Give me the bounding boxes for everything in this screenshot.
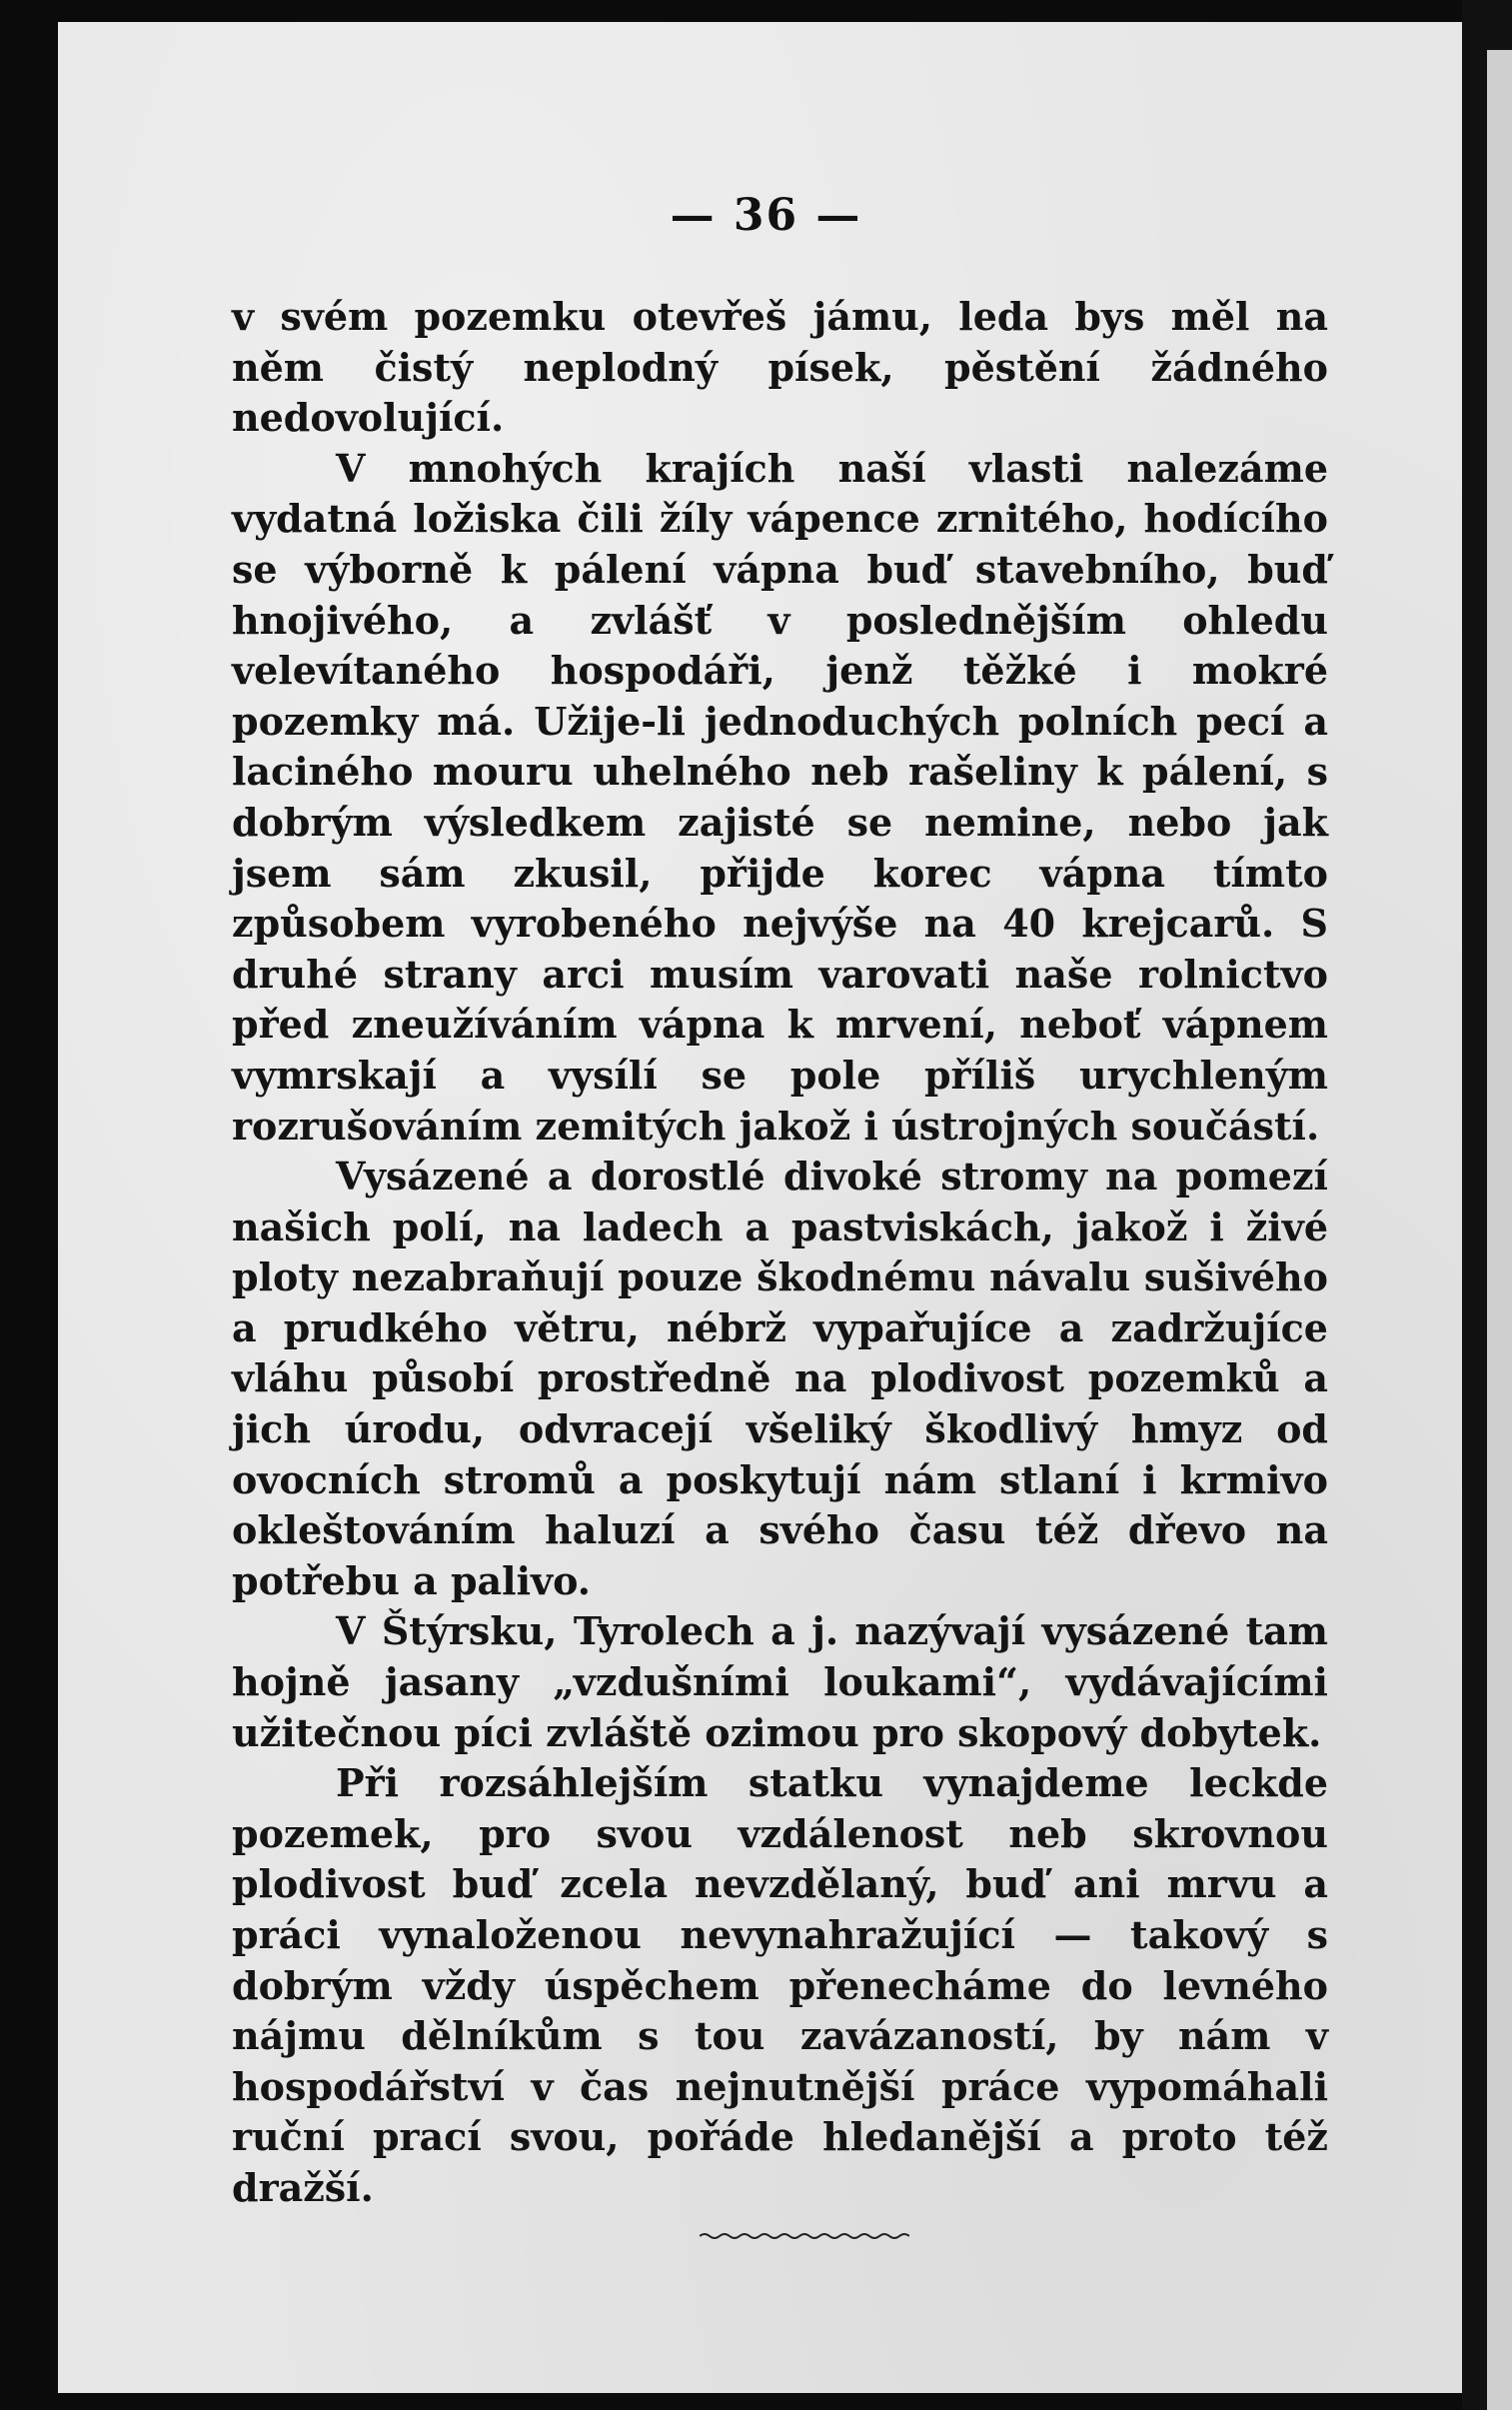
page-number: — 36 — [670, 190, 862, 241]
paragraph: Při rozsáhlejším statku vynajdeme leckde pozemek, pro svou vzdálenost neb skrovnou plodivost buď zcela nevzdělaný, buď ani mrvu a práci vynaloženou nevynahražující — takový s dobrým vždy úspěchem přenecháme do levného nájmu dělníkům s tou zavázaností, by nám v hospodářství v čas nejnutnější práce vypomáhali ruční prací svou, pořáde hledanější a proto též dražší. [232, 1760, 1328, 2210]
next-page-edge [1487, 50, 1512, 2410]
body-text [232, 292, 1328, 2214]
paragraph: Vysázené a dorostlé divoké stromy na pomezí našich polí, na ladech a pastviskách, jakož i živé ploty nezabraňují pouze škodnému návalu sušivého a prudkého větru, nébrž vypařujíce a zadržujíce vláhu působí prostředně na plodivost pozemků a jich úrodu, odvracejí všeliký škodlivý hmyz od ovocních stromů a poskytují nám stlaní i krmivo okleštováním haluzí a svého času též dřevo na potřebu a palivo. [232, 1154, 1328, 1603]
paragraph: V Štýrsku, Tyrolech a j. nazývají vysázené tam hojně jasany „vzdušními loukami“, vydávajícími užitečnou píci zvláště ozimou pro skopový dobytek. [232, 1608, 1328, 1755]
paragraph: V mnohých krajích naší vlasti nalezáme vydatná ložiska čili žíly vápence zrnitého, hodícího se výborně k pálení vápna buď stavebního, buď hnojivého, a zvlášť v poslednějším ohledu velevítaného hospodáři, jenž těžké i mokré pozemky má. Užije-li jednoduchých polních pecí a laciného mouru uhelného neb rašeliny k pálení, s dobrým výsledkem zajisté se nemine, nebo jak jsem sám zkusil, přijde korec vápna tímto způsobem vyrobeného nejvýše na 40 krejcarů. S druhé strany arci musím varovati naše rolnictvo před zneužíváním vápna k mrvení, neboť vápnem vymrskají a vysílí se pole příliš urychleným rozrušováním zemitých jakož i ústrojných součástí. [232, 445, 1328, 1149]
closing-ornament-rule [700, 2231, 909, 2241]
paragraph: v svém pozemku otevřeš jámu, leda bys měl na něm čistý neplodný písek, pěstění žádného nedovolující. [232, 294, 1328, 441]
